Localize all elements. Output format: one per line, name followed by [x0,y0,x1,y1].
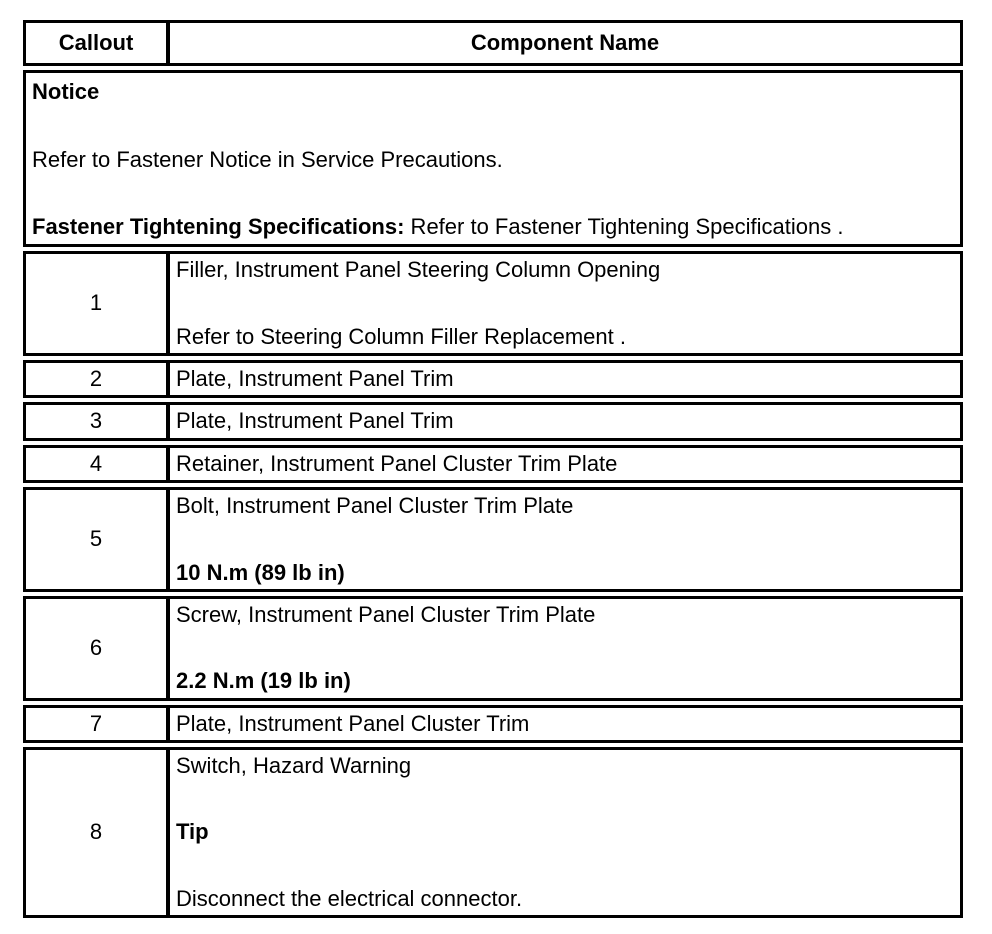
table-row [23,487,963,592]
callout-cell: 2 [23,360,168,398]
component-name: Filler, Instrument Panel Steering Column Opening [176,257,661,283]
torque-spec: 10 N.m (89 lb in) [176,559,345,585]
notice-text: Refer to Fastener Notice in Service Precautions. [32,147,503,173]
table-row [23,251,963,356]
notice-row [23,70,963,247]
tip-label: Tip [176,819,209,845]
notice-title: Notice [32,79,100,104]
table-row [23,596,963,701]
component-cell [168,251,963,356]
component-name: Bolt, Instrument Panel Cluster Trim Plate [176,493,574,519]
callout-cell: 4 [23,445,168,483]
component-name: Switch, Hazard Warning [176,753,412,779]
callout-cell: 5 [23,487,168,592]
notice-spec-text: Refer to Fastener Tightening Specifications . [404,213,844,239]
table-row [23,705,963,743]
table-row [23,747,963,918]
table-row [23,360,963,398]
component-name: Plate, Instrument Panel Trim [168,402,963,440]
callout-cell: 6 [23,596,168,701]
component-name: Plate, Instrument Panel Cluster Trim [168,705,963,743]
table-row [23,445,963,483]
notice-spec-label: Fastener Tightening Specifications: [32,213,405,239]
component-cell [168,487,963,592]
callout-cell: 7 [23,705,168,743]
header-callout: Callout [23,20,168,66]
component-name: Screw, Instrument Panel Cluster Trim Plate [176,601,596,627]
component-detail: Refer to Steering Column Filler Replacement . [176,323,626,349]
notice-cell [23,70,963,247]
component-cell [168,747,963,918]
torque-spec: 2.2 N.m (19 lb in) [176,668,351,694]
callout-cell: 3 [23,402,168,440]
notice-spec [32,214,954,240]
callout-cell: 8 [23,747,168,918]
component-name: Retainer, Instrument Panel Cluster Trim Plate [168,445,963,483]
callout-cell: 1 [23,251,168,356]
component-cell [168,596,963,701]
component-table [23,16,963,922]
header-component-name: Component Name [168,20,963,66]
component-name: Plate, Instrument Panel Trim [168,360,963,398]
tip-text: Disconnect the electrical connector. [176,885,523,911]
table-header-row [23,20,963,66]
table-row [23,402,963,440]
